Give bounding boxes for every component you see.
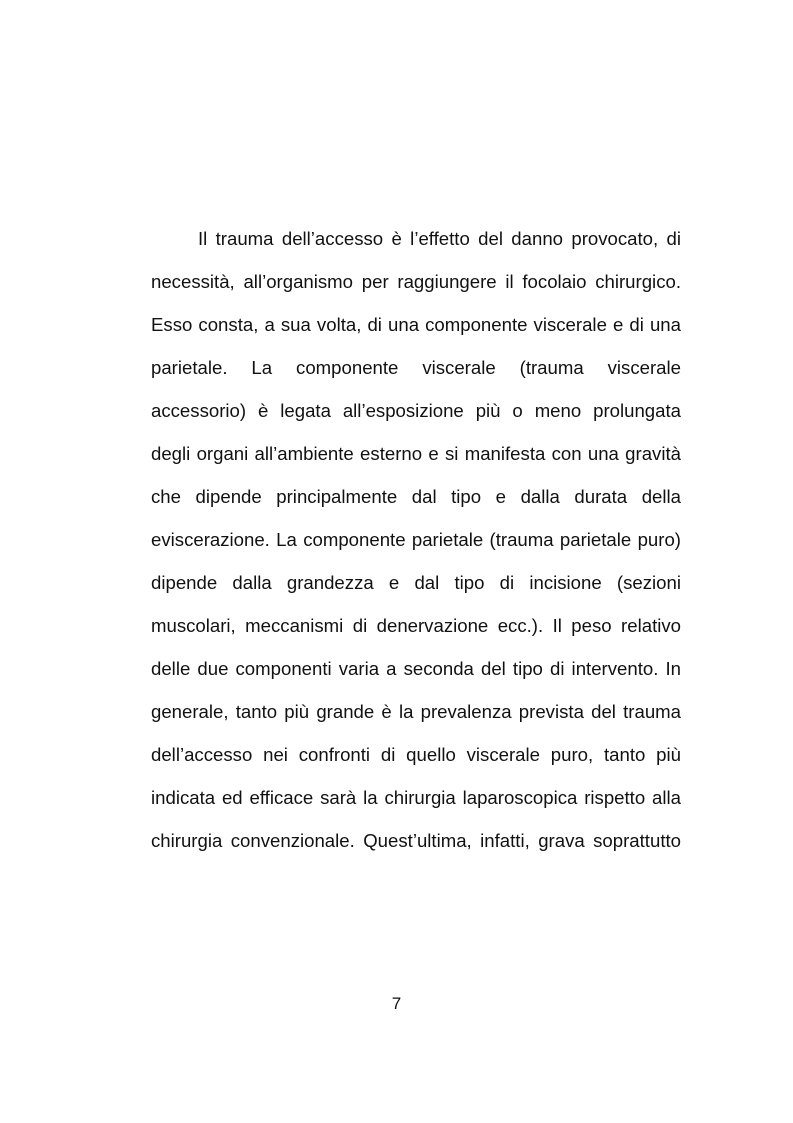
paragraph-line: degli organi all’ambiente esterno e si manifesta con una gravità <box>151 443 681 464</box>
paragraph-line: che dipende principalmente dal tipo e dalla durata della <box>151 486 681 507</box>
body-paragraph <box>151 220 681 865</box>
page-number: 7 <box>391 994 402 1013</box>
paragraph-line: Esso consta, a sua volta, di una componente viscerale e di una <box>151 314 681 335</box>
paragraph-line: generale, tanto più grande è la prevalenza prevista del trauma <box>151 701 681 722</box>
paragraph-line: accessorio) è legata all’esposizione più o meno prolungata <box>151 400 681 421</box>
paragraph-line: parietale. La componente viscerale (trauma viscerale <box>151 357 681 378</box>
paragraph-line: eviscerazione. La componente parietale (trauma parietale puro) <box>151 529 681 550</box>
paragraph-line: dell’accesso nei confronti di quello viscerale puro, tanto più <box>151 744 681 765</box>
paragraph-line: necessità, all’organismo per raggiungere il focolaio chirurgico. <box>151 271 681 292</box>
paragraph-line: indicata ed efficace sarà la chirurgia laparoscopica rispetto alla <box>151 787 681 808</box>
paragraph-line: delle due componenti varia a seconda del tipo di intervento. In <box>151 658 681 679</box>
paragraph-line: muscolari, meccanismi di denervazione ecc.). Il peso relativo <box>151 615 681 636</box>
paragraph-line: Il trauma dell’accesso è l’effetto del danno provocato, di <box>198 228 681 249</box>
paragraph-line: chirurgia convenzionale. Quest’ultima, infatti, grava soprattutto <box>151 830 681 851</box>
paragraph-line: dipende dalla grandezza e dal tipo di incisione (sezioni <box>151 572 681 593</box>
